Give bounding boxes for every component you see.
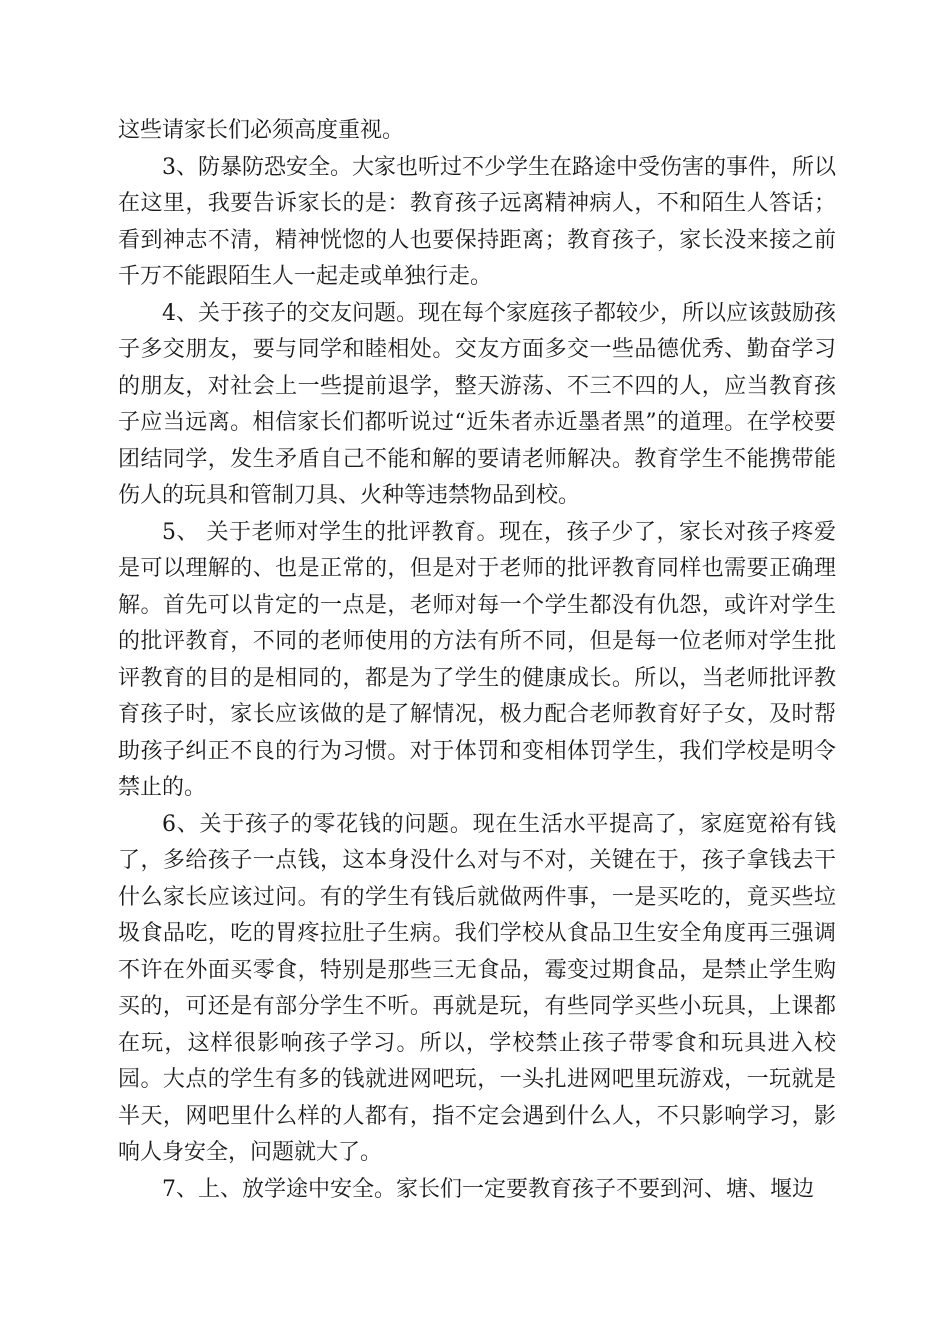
paragraph-5-teacher-criticism: 5、 关于老师对学生的批评教育。现在，孩子少了，家长对孩子疼爱是可以理解的、也是正常的，但是对于老师的批评教育同样也需要正确理解。首先可以肯定的一点是，老师对每一个学生都没有仇怨，或许对学生的批评教育，不同的老师使用的方法有所不同，但是每一位老师对学生批评教育的目的是相同的，都是为了学生的健康成长。所以，当老师批评教育孩子时，家长应该做的是了解情况，极力配合老师教育好子女，及时帮助孩子纠正不良的行为习惯。对于体罚和变相体罚学生，我们学校是明令禁止的。 [118,519,836,800]
document-body [118,113,836,1208]
paragraph-6-pocket-money: 6、关于孩子的零花钱的问题。现在生活水平提高了，家庭宽裕有钱了，多给孩子一点钱，这本身没什么对与不对，关键在于，孩子拿钱去干什么家长应该过问。有的学生有钱后就做两件事，一是买吃的，竟买些垃圾食品吃，吃的胃疼拉肚子生病。我们学校从食品卫生安全角度再三强调不许在外面买零食，特别是那些三无食品，霉变过期食品，是禁止学生购买的，可还是有部分学生不听。再就是玩，有些同学买些小玩具，上课都在玩，这样很影响孩子学习。所以，学校禁止孩子带零食和玩具进入校园。大点的学生有多的钱就进网吧玩，一头扎进网吧里玩游戏，一玩就是半天，网吧里什么样的人都有，指不定会遇到什么人，不只影响学习，影响人身安全，问题就大了。 [118,811,836,1165]
paragraph-7-commute-safety: 7、上、放学途中安全。家长们一定要教育孩子不要到河、塘、堰边 [162,1176,814,1202]
paragraph-continuation: 这些请家长们必须高度重视。 [118,118,405,143]
paragraph-3-anti-terror-safety: 3、防暴防恐安全。大家也听过不少学生在路途中受伤害的事件，所以在这里，我要告诉家长的是：教育孩子远离精神病人，不和陌生人答话；看到神志不清，精神恍惚的人也要保持距离；教育孩子，家长没来接之前千万不能跟陌生人一起走或单独行走。 [118,154,836,289]
paragraph-4-friendship: 4、关于孩子的交友问题。现在每个家庭孩子都较少，所以应该鼓励孩子多交朋友，要与同学和睦相处。交友方面多交一些品德优秀、勤奋学习的朋友，对社会上一些提前退学，整天游荡、不三不四的人，应当教育孩子应当远离。相信家长们都听说过“近朱者赤近墨者黑”的道理。在学校要团结同学，发生矛盾自己不能和解的要请老师解决。教育学生不能携带能伤人的玩具和管制刀具、火种等违禁物品到校。 [118,300,836,508]
